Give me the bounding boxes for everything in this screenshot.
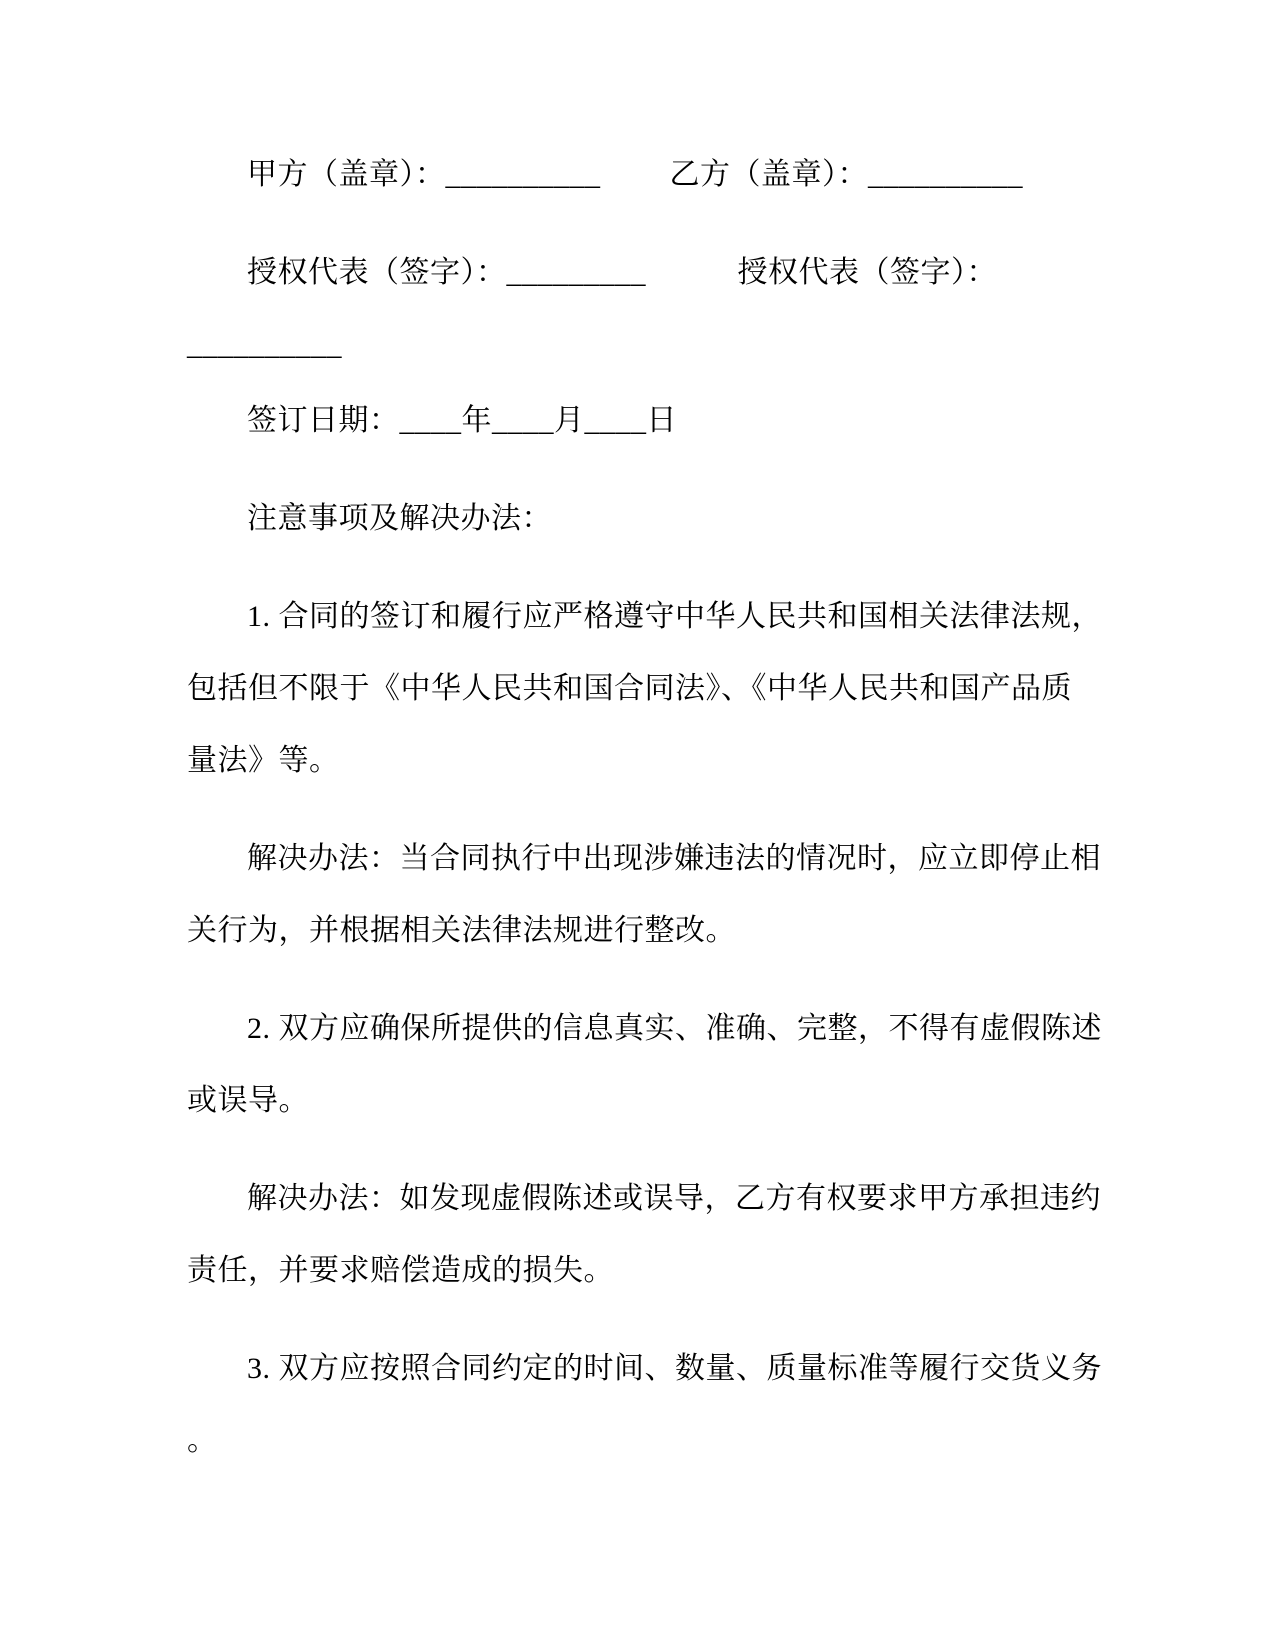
line-item3-1: 3. 双方应按照合同约定的时间、数量、质量标准等履行交货义务 <box>247 1352 1102 1385</box>
line-notes-heading: 注意事项及解决办法： <box>247 502 552 535</box>
line-seal-row: 甲方（盖章）：__________ 乙方（盖章）：__________ <box>247 158 1023 191</box>
line-rep-row-continuation: __________ <box>187 328 342 361</box>
line-item1-3: 量法》等。 <box>187 744 340 777</box>
line-rep-row: 授权代表（签字）：_________ 授权代表（签字）： <box>247 256 997 289</box>
line-item2-solution-1: 解决办法：如发现虚假陈述或误导，乙方有权要求甲方承担违约 <box>247 1182 1101 1215</box>
line-item3-2: 。 <box>187 1424 218 1457</box>
line-item1-solution-1: 解决办法：当合同执行中出现涉嫌违法的情况时，应立即停止相 <box>247 842 1101 875</box>
line-item2-2: 或误导。 <box>187 1084 309 1117</box>
line-item2-1: 2. 双方应确保所提供的信息真实、准确、完整，不得有虚假陈述 <box>247 1012 1102 1045</box>
line-item1-2: 包括但不限于《中华人民共和国合同法》、《中华人民共和国产品质 <box>187 672 1072 705</box>
line-item2-solution-2: 责任，并要求赔偿造成的损失。 <box>187 1254 614 1287</box>
line-item1-solution-2: 关行为，并根据相关法律法规进行整改。 <box>187 914 736 947</box>
line-signing-date: 签订日期：____年____月____日 <box>247 404 677 437</box>
line-item1-1: 1. 合同的签订和履行应严格遵守中华人民共和国相关法律法规， <box>247 600 1102 633</box>
